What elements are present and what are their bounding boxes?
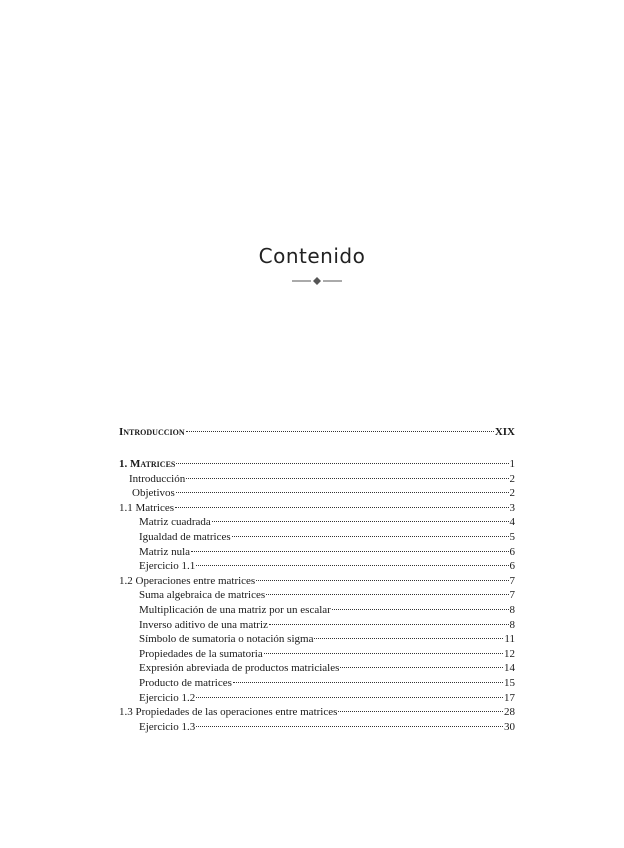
toc-leader-dots <box>196 697 503 698</box>
toc-leader-dots <box>256 580 508 581</box>
toc-entry[interactable] <box>119 603 515 618</box>
toc-entry-label: Símbolo de sumatoria o notación sigma <box>139 633 314 646</box>
chapter-number: 1. <box>119 458 128 470</box>
toc-leader-dots <box>186 478 508 479</box>
toc-entry-page: 4 <box>509 516 515 529</box>
toc-entry[interactable] <box>119 618 515 633</box>
toc-leader-dots <box>176 492 509 493</box>
toc-entry-label: Introduccion <box>119 426 185 438</box>
toc-entry-page: 30 <box>504 720 515 733</box>
toc-entry-label: Matriz cuadrada <box>139 516 211 529</box>
toc-leader-dots <box>266 594 508 595</box>
toc-entry[interactable] <box>119 676 515 691</box>
toc-entry-page: XIX <box>494 426 515 438</box>
title-ornament <box>292 276 342 286</box>
toc-entry[interactable] <box>119 691 515 706</box>
toc-entry[interactable] <box>119 559 515 574</box>
toc-entry-page: 15 <box>504 676 515 689</box>
toc-entry-label: Ejercicio 1.3 <box>139 720 196 733</box>
toc-entry[interactable] <box>119 632 515 647</box>
toc-entry[interactable] <box>119 574 515 589</box>
toc-entry-page: 6 <box>509 545 515 558</box>
toc-leader-dots <box>196 726 503 727</box>
toc-entry-label: Objetivos <box>132 487 175 500</box>
toc-entry-page: 1 <box>509 458 515 470</box>
toc-entry-label: Multiplicación de una matriz por un escalar <box>139 603 331 616</box>
toc-entry-page: 2 <box>509 472 515 485</box>
toc-entry-label: Inverso aditivo de una matriz <box>139 618 268 631</box>
toc-leader-dots <box>233 682 503 683</box>
toc-entry[interactable] <box>119 530 515 545</box>
toc-leader-dots <box>338 711 503 712</box>
toc-leader-dots <box>340 667 503 668</box>
toc-leader-dots <box>314 638 503 639</box>
toc-entry-page: 3 <box>509 501 515 514</box>
toc-entry-page: 17 <box>504 691 515 704</box>
toc-leader-dots <box>176 463 508 464</box>
toc-entry-page: 11 <box>504 633 515 646</box>
toc-entry-label: Propiedades de la sumatoria <box>139 647 263 660</box>
toc-entry-page: 2 <box>509 487 515 500</box>
toc-entry[interactable] <box>119 545 515 560</box>
toc-entry-label: Suma algebraica de matrices <box>139 589 266 602</box>
toc-entry-page: 8 <box>509 618 515 631</box>
toc-entry-page: 7 <box>509 574 515 587</box>
toc-entry-page: 14 <box>504 662 515 675</box>
toc-entry-label <box>119 457 175 472</box>
toc-leader-dots <box>175 507 509 508</box>
toc-entry-label: 1.2 Operaciones entre matrices <box>119 574 256 587</box>
toc-leader-dots <box>212 521 509 522</box>
toc-entry[interactable] <box>119 647 515 662</box>
toc-entry[interactable] <box>119 720 515 735</box>
toc-entry[interactable] <box>119 588 515 603</box>
toc-entry[interactable] <box>119 472 515 487</box>
toc-leader-dots <box>196 565 508 566</box>
toc-leader-dots <box>186 431 494 432</box>
toc-entry-chapter-1[interactable] <box>119 457 515 472</box>
toc-entry-label: 1.1 Matrices <box>119 501 174 514</box>
toc-entry-label: Producto de matrices <box>139 676 232 689</box>
toc-entry[interactable] <box>119 486 515 501</box>
toc-leader-dots <box>232 536 509 537</box>
toc-entry-page: 6 <box>509 560 515 573</box>
page-title: Contenido <box>258 244 366 268</box>
toc-leader-dots <box>264 653 503 654</box>
toc-leader-dots <box>269 624 509 625</box>
toc-entry[interactable] <box>119 515 515 530</box>
toc-leader-dots <box>191 551 508 552</box>
toc-entry-page: 7 <box>509 589 515 602</box>
chapter-title: Matrices <box>130 458 176 470</box>
toc-entry[interactable] <box>119 705 515 720</box>
toc-entry-label: Matriz nula <box>139 545 191 558</box>
toc-entry-introduccion[interactable] <box>119 425 515 441</box>
toc-entry-page: 28 <box>504 706 515 719</box>
toc-entry-label: Ejercicio 1.1 <box>139 560 196 573</box>
table-of-contents <box>119 425 515 734</box>
toc-entry-page: 5 <box>509 530 515 543</box>
toc-entry-label: Ejercicio 1.2 <box>139 691 196 704</box>
toc-entry[interactable] <box>119 661 515 676</box>
toc-entry-label: Expresión abreviada de productos matriciales <box>139 662 340 675</box>
toc-entry[interactable] <box>119 501 515 516</box>
toc-entry-label: 1.3 Propiedades de las operaciones entre matrices <box>119 706 338 719</box>
toc-entry-page: 12 <box>504 647 515 660</box>
toc-entry-label: Igualdad de matrices <box>139 530 231 543</box>
toc-entry-label: Introducción <box>129 472 186 485</box>
toc-entry-page: 8 <box>509 603 515 616</box>
toc-leader-dots <box>332 609 509 610</box>
